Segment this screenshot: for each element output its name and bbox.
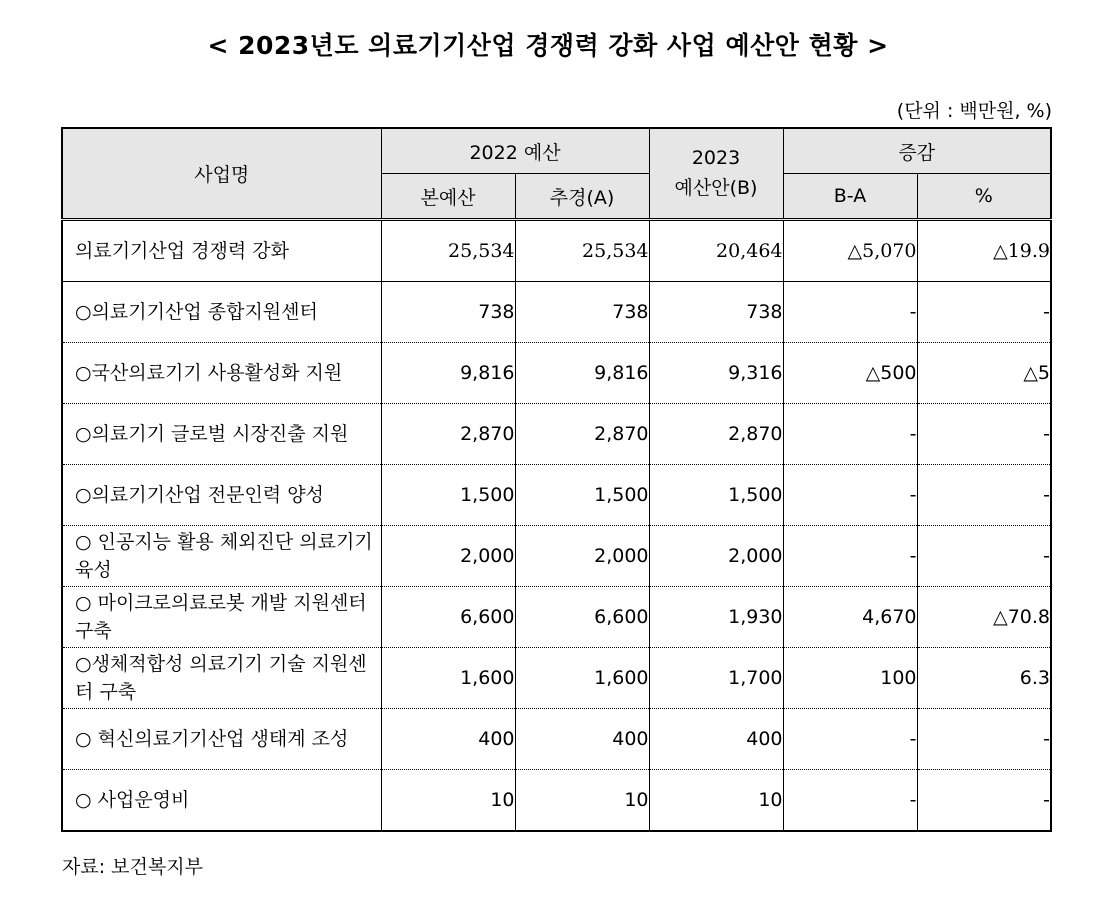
cell-pct: △5 [917, 343, 1051, 404]
table-row [62, 220, 1051, 282]
row-name: ○ 마이크로의료로봇 개발 지원센터 구축 [62, 587, 381, 648]
header-group-change: 증감 [783, 128, 1051, 174]
cell-2023: 2,000 [649, 526, 783, 587]
cell-diff: - [783, 526, 917, 587]
cell-pct: △70.8 [917, 587, 1051, 648]
cell-supp: 6,600 [515, 587, 649, 648]
cell-supp: 400 [515, 709, 649, 770]
header-2023-budget [649, 128, 783, 220]
header-group-2022: 2022 예산 [381, 128, 649, 174]
header-supplementary: 추경(A) [515, 174, 649, 220]
cell-base: 1,500 [381, 465, 515, 526]
cell-pct: - [917, 709, 1051, 770]
table-row [62, 709, 1051, 770]
cell-pct: △19.9 [917, 220, 1051, 282]
cell-diff: 100 [783, 648, 917, 709]
cell-2023: 10 [649, 770, 783, 832]
cell-diff: - [783, 404, 917, 465]
cell-diff: 4,670 [783, 587, 917, 648]
cell-diff: - [783, 709, 917, 770]
header-2023-year: 2023 [691, 147, 741, 169]
cell-pct: 6.3 [917, 648, 1051, 709]
cell-pct: - [917, 404, 1051, 465]
cell-supp: 9,816 [515, 343, 649, 404]
row-name: ○국산의료기기 사용활성화 지원 [62, 343, 381, 404]
table-row [62, 343, 1051, 404]
cell-base: 400 [381, 709, 515, 770]
header-2023-label: 예산안(B) [674, 177, 758, 199]
cell-diff: △5,070 [783, 220, 917, 282]
table-row [62, 648, 1051, 709]
cell-2023: 1,930 [649, 587, 783, 648]
row-name: ○의료기기산업 전문인력 양성 [62, 465, 381, 526]
cell-supp: 738 [515, 282, 649, 343]
cell-base: 25,534 [381, 220, 515, 282]
page-title: < 2023년도 의료기기산업 경쟁력 강화 사업 예산안 현황 > [207, 31, 889, 60]
cell-2023: 1,500 [649, 465, 783, 526]
cell-2023: 20,464 [649, 220, 783, 282]
table-row [62, 282, 1051, 343]
cell-base: 2,000 [381, 526, 515, 587]
row-name: ○생체적합성 의료기기 기술 지원센터 구축 [62, 648, 381, 709]
row-name: ○ 사업운영비 [62, 770, 381, 832]
cell-supp: 2,870 [515, 404, 649, 465]
cell-2023: 2,870 [649, 404, 783, 465]
table-row [62, 526, 1051, 587]
cell-diff: - [783, 282, 917, 343]
cell-base: 10 [381, 770, 515, 832]
table-header [62, 128, 1051, 220]
cell-supp: 10 [515, 770, 649, 832]
cell-supp: 2,000 [515, 526, 649, 587]
cell-diff: △500 [783, 343, 917, 404]
cell-2023: 1,700 [649, 648, 783, 709]
unit-note: (단위 : 백만원, %) [896, 100, 1052, 122]
table-row [62, 465, 1051, 526]
cell-supp: 1,600 [515, 648, 649, 709]
header-pct: % [917, 174, 1051, 220]
cell-pct: - [917, 465, 1051, 526]
cell-supp: 25,534 [515, 220, 649, 282]
budget-table [61, 127, 1052, 832]
cell-base: 738 [381, 282, 515, 343]
source-note: 자료: 보건복지부 [62, 856, 203, 878]
cell-supp: 1,500 [515, 465, 649, 526]
table-row [62, 587, 1051, 648]
cell-base: 9,816 [381, 343, 515, 404]
cell-pct: - [917, 526, 1051, 587]
row-name: ○의료기기산업 종합지원센터 [62, 282, 381, 343]
cell-diff: - [783, 465, 917, 526]
row-name: ○ 인공지능 활용 체외진단 의료기기 육성 [62, 526, 381, 587]
cell-pct: - [1043, 789, 1051, 811]
cell-2023: 9,316 [649, 343, 783, 404]
cell-base: 1,600 [381, 648, 515, 709]
cell-diff: - [783, 770, 917, 832]
cell-pct: - [917, 282, 1051, 343]
header-base-budget: 본예산 [381, 174, 515, 220]
cell-base: 6,600 [381, 587, 515, 648]
header-business-name: 사업명 [62, 128, 381, 220]
row-name: 의료기기산업 경쟁력 강화 [62, 220, 381, 282]
cell-2023: 738 [649, 282, 783, 343]
row-name: ○ 혁신의료기기산업 생태계 조성 [62, 709, 381, 770]
table-row [62, 770, 1051, 832]
cell-base: 2,870 [381, 404, 515, 465]
table-row [62, 404, 1051, 465]
header-diff: B-A [783, 174, 917, 220]
row-name: ○의료기기 글로벌 시장진출 지원 [62, 404, 381, 465]
cell-2023: 400 [649, 709, 783, 770]
